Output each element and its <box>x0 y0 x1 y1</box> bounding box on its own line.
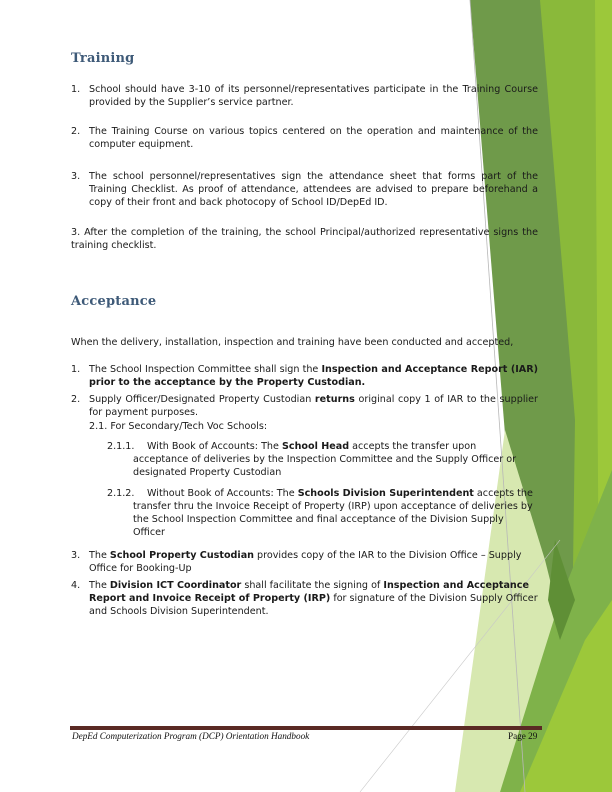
footer-rule <box>70 726 542 730</box>
acceptance-item-1: The School Inspection Committee shall sign the Inspection and Acceptance Report (IAR) prior to the acceptance by the Property Custodian. <box>89 364 538 388</box>
acceptance-item-4: The Division ICT Coordinator shall facilitate the signing of Inspection and Acceptance Report and Invoice Receipt of Property (IRP) for signature of the Division Supply Officer and Schools Division Superintendent. <box>89 580 538 617</box>
acceptance-item-2: Supply Officer/Designated Property Custodian returns original copy 1 of IAR to the supplier for payment purposes. <box>89 394 538 418</box>
section-heading-acceptance: Acceptance <box>71 294 157 309</box>
acceptance-item-2-1-2: Without Book of Accounts: The Schools Division Superintendent accepts the transfer thru the Invoice Receipt of Property (IRP) upon acceptance of deliveries by the School Inspection Committee and final acceptance of the Division Supply Officer <box>133 488 533 538</box>
acceptance-item-2-1: 2.1. For Secondary/Tech Voc Schools: <box>89 421 268 432</box>
list-number: 3. <box>71 171 81 182</box>
training-after-note: 3. After the completion of the training, the school Principal/authorized representative signs the training checklist. <box>71 227 538 251</box>
list-number: 4. <box>71 580 81 591</box>
footer-page-number: Page 29 <box>508 731 538 741</box>
list-number: 2.1.1. <box>107 441 135 452</box>
list-number: 3. <box>71 550 81 561</box>
list-number: 1. <box>71 364 81 375</box>
list-number: 2.1.2. <box>107 488 135 499</box>
acceptance-item-2-1-1: With Book of Accounts: The School Head accepts the transfer upon acceptance of deliveries by the Inspection Committee and the Supply Officer or designated Property Custodian <box>133 441 517 478</box>
acceptance-item-3: The School Property Custodian provides copy of the IAR to the Division Office – Supply Office for Booking-Up <box>89 550 522 574</box>
training-item-3: The school personnel/representatives sign the attendance sheet that forms part of the Training Checklist. As proof of attendance, attendees are advised to prepare beforehand a copy of their front and back photocopy of School ID/DepEd ID. <box>89 171 538 208</box>
section-heading-training: Training <box>71 51 135 66</box>
footer-handbook-title: DepEd Computerization Program (DCP) Orientation Handbook <box>72 731 310 741</box>
list-number: 2. <box>71 394 81 405</box>
list-number: 1. <box>71 84 81 95</box>
list-number: 2. <box>71 126 81 137</box>
training-item-1: School should have 3-10 of its personnel/representatives participate in the Training Course provided by the Supplier’s service partner. <box>89 84 538 108</box>
acceptance-intro: When the delivery, installation, inspection and training have been conducted and accepted, <box>71 337 514 348</box>
training-item-2: The Training Course on various topics centered on the operation and maintenance of the computer equipment. <box>89 126 538 150</box>
